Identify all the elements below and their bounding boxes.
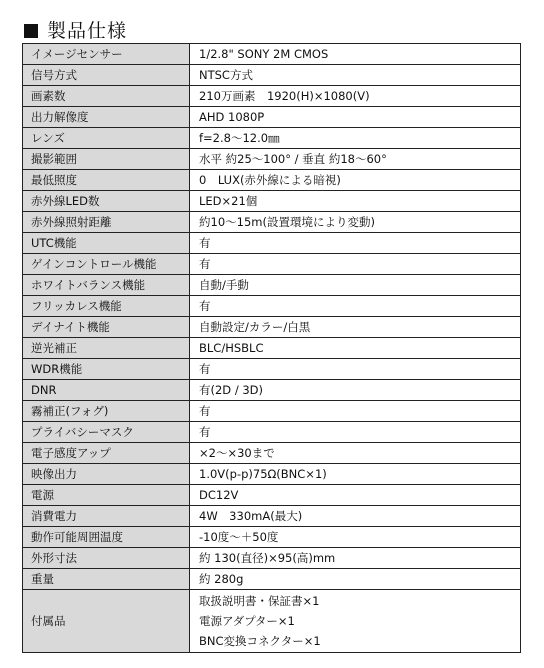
accessory-item: 取扱説明書・保証書×1 (199, 594, 320, 608)
spec-value: 水平 約25～100° / 垂直 約18～60° (190, 149, 521, 170)
table-row (23, 317, 521, 338)
spec-table-body (23, 44, 521, 653)
table-row (23, 590, 521, 653)
table-row (23, 422, 521, 443)
square-bullet-icon (24, 24, 38, 38)
spec-label: 撮影範囲 (23, 149, 190, 170)
table-row (23, 86, 521, 107)
accessory-item: BNC変換コネクター×1 (199, 634, 321, 648)
table-row (23, 44, 521, 65)
spec-label: 映像出力 (23, 464, 190, 485)
spec-label: WDR機能 (23, 359, 190, 380)
accessories-value (190, 590, 521, 653)
spec-label: イメージセンサー (23, 44, 190, 65)
spec-table (22, 43, 521, 653)
spec-value: 1/2.8" SONY 2M CMOS (190, 44, 521, 65)
spec-label: 出力解像度 (23, 107, 190, 128)
spec-value: 有 (190, 233, 521, 254)
spec-value: 自動設定/カラー/白黒 (190, 317, 521, 338)
spec-label: レンズ (23, 128, 190, 149)
spec-value: 有(2D / 3D) (190, 380, 521, 401)
table-row (23, 527, 521, 548)
page-title: 製品仕様 (47, 19, 128, 42)
table-row (23, 506, 521, 527)
accessory-item: 電源アダプター×1 (199, 614, 295, 628)
spec-value: 0 LUX(赤外線による暗視) (190, 170, 521, 191)
table-row (23, 191, 521, 212)
table-row (23, 128, 521, 149)
table-row (23, 170, 521, 191)
spec-label: 画素数 (23, 86, 190, 107)
table-row (23, 380, 521, 401)
spec-heading (24, 18, 127, 44)
spec-value: BLC/HSBLC (190, 338, 521, 359)
spec-label: 外形寸法 (23, 548, 190, 569)
spec-label: 消費電力 (23, 506, 190, 527)
table-row (23, 233, 521, 254)
spec-value: 約 130(直径)×95(高)mm (190, 548, 521, 569)
spec-label: 重量 (23, 569, 190, 590)
accessories-label: 付属品 (23, 590, 190, 653)
table-row (23, 212, 521, 233)
spec-label: デイナイト機能 (23, 317, 190, 338)
spec-label: フリッカレス機能 (23, 296, 190, 317)
table-row (23, 548, 521, 569)
spec-value: 約10～15m(設置環境により変動) (190, 212, 521, 233)
spec-label: ホワイトバランス機能 (23, 275, 190, 296)
spec-value: 4W 330mA(最大) (190, 506, 521, 527)
spec-value: -10度～＋50度 (190, 527, 521, 548)
table-row (23, 464, 521, 485)
spec-label: 信号方式 (23, 65, 190, 86)
table-row (23, 107, 521, 128)
spec-value: 有 (190, 254, 521, 275)
spec-value: 自動/手動 (190, 275, 521, 296)
spec-label: プライバシーマスク (23, 422, 190, 443)
table-row (23, 149, 521, 170)
spec-label: 動作可能周囲温度 (23, 527, 190, 548)
table-row (23, 443, 521, 464)
spec-label: DNR (23, 380, 190, 401)
table-row (23, 359, 521, 380)
table-row (23, 65, 521, 86)
table-row (23, 275, 521, 296)
spec-label: UTC機能 (23, 233, 190, 254)
table-row (23, 338, 521, 359)
table-row (23, 401, 521, 422)
spec-value: 約 280g (190, 569, 521, 590)
spec-value: 有 (190, 401, 521, 422)
spec-label: 霧補正(フォグ) (23, 401, 190, 422)
spec-value: AHD 1080P (190, 107, 521, 128)
table-row (23, 296, 521, 317)
spec-value: ×2～×30まで (190, 443, 521, 464)
table-row (23, 254, 521, 275)
spec-label: 最低照度 (23, 170, 190, 191)
spec-value: 有 (190, 296, 521, 317)
spec-value: 有 (190, 359, 521, 380)
table-row (23, 569, 521, 590)
spec-value: f=2.8～12.0㎜ (190, 128, 521, 149)
spec-label: ゲインコントロール機能 (23, 254, 190, 275)
spec-value: 1.0V(p-p)75Ω(BNC×1) (190, 464, 521, 485)
table-row (23, 485, 521, 506)
spec-value: 210万画素 1920(H)×1080(V) (190, 86, 521, 107)
spec-value: NTSC方式 (190, 65, 521, 86)
spec-label: 赤外線LED数 (23, 191, 190, 212)
spec-value: LED×21個 (190, 191, 521, 212)
spec-value: DC12V (190, 485, 521, 506)
spec-value: 有 (190, 422, 521, 443)
spec-label: 電源 (23, 485, 190, 506)
spec-label: 逆光補正 (23, 338, 190, 359)
spec-label: 赤外線照射距離 (23, 212, 190, 233)
spec-label: 電子感度アップ (23, 443, 190, 464)
